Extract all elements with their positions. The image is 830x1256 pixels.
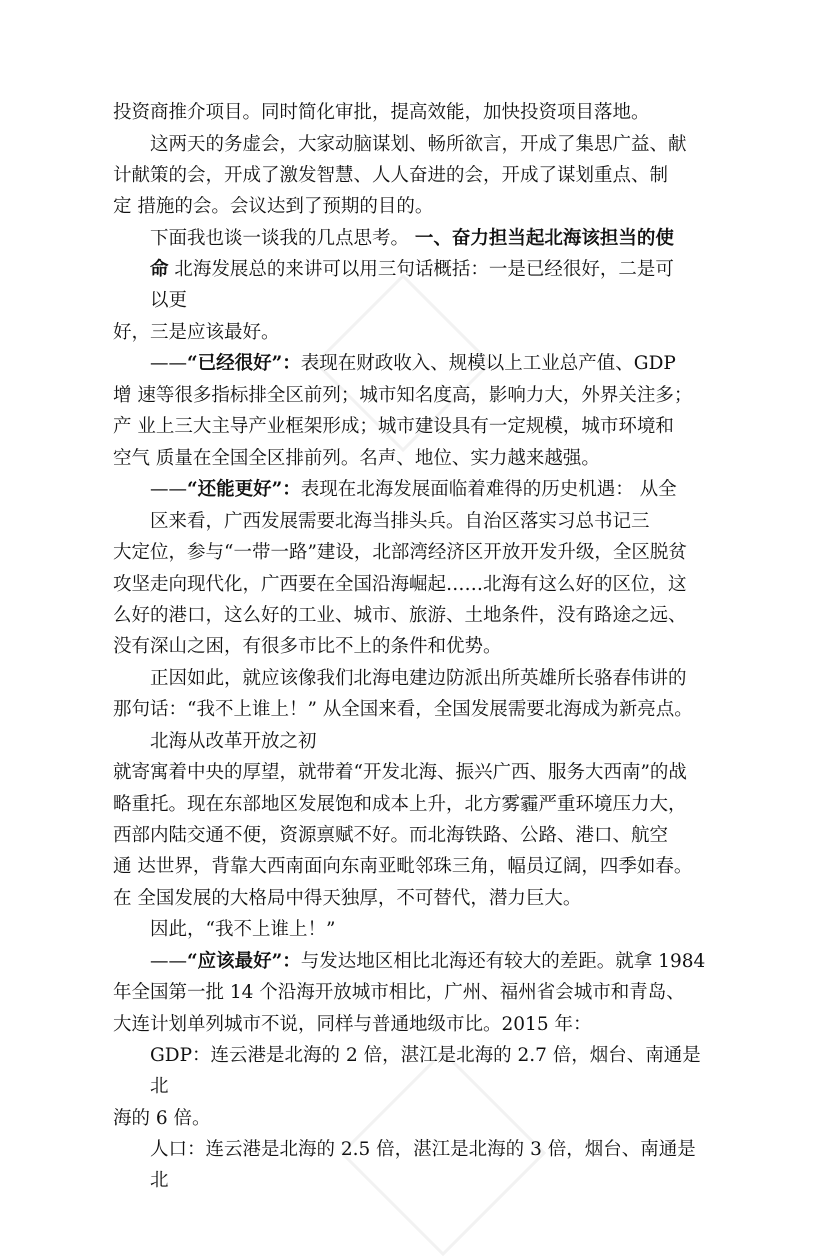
text-line [113,603,687,629]
text-run: 因此，“我不上谁上！” [150,919,336,940]
text-line [150,1137,696,1163]
text-run: 下面我也谈一谈我的几点思考。 [150,228,415,249]
text-run: 在 全国发展的大格局中得天独厚，不可替代，潜力巨大。 [113,888,582,909]
text-line [150,1043,701,1069]
text-run: 大定位，参与“一带一路”建设，北部湾经济区开放开发升级，全区脱贫 [113,542,687,563]
bold-text-run: “已经很好”： [187,353,301,374]
text-run: 表现在财政收入、规模以上工业总产值、GDP [300,353,676,374]
text-line [113,1106,211,1132]
text-run: 大连计划单列城市不说，同样与普通地级市比。2015 年： [113,1014,592,1035]
text-run: 正因如此，就应该像我们北海电建边防派出所英雄所长骆春伟讲的 [150,668,687,689]
text-run: 那句话：“我不上谁上！” 从全国来看，全国发展需要北海成为新亮点。 [113,699,693,720]
text-run: 区来看，广西发展需要北海当排头兵。自治区落实习总书记三 [150,511,650,532]
text-run: 表现在北海发展面临着难得的历史机遇： 从全 [300,479,677,500]
text-run: GDP：连云港是北海的 2 倍，湛江是北海的 2.7 倍，烟台、南通是 [150,1045,701,1066]
text-line [150,666,687,692]
text-run: 以更 [150,290,188,311]
text-line [150,226,674,252]
text-run: —— [150,951,187,972]
text-run: 西部内陆交通不便，资源禀赋不好。而北海铁路、公路、港口、航空 [113,825,669,846]
text-run: 就寄寓着中央的厚望，就带着“开发北海、振兴广西、服务大西南”的战 [113,762,687,783]
text-run: 通 达世界，背靠大西南面向东南亚毗邻珠三角，幅员辽阔，四季如春。 [113,856,693,877]
text-line [113,792,687,818]
text-run: 北海从改革开放之初 [150,731,317,752]
text-line [113,100,650,126]
text-run: 攻坚走向现代化，广西要在全国沿海崛起……北海有这么好的区位，这 [113,574,687,595]
text-line [113,697,693,723]
text-run: 计献策的会，开成了激发智慧、人人奋进的会，开成了谋划重点、制 [113,165,669,186]
text-line [150,917,335,943]
text-line [113,854,692,880]
text-run: 定 措施的会。会议达到了预期的目的。 [113,196,434,217]
text-run: 与发达地区相比北海还有较大的差距。就拿 1984 [300,951,706,972]
text-line [113,414,674,440]
text-line [150,729,317,755]
bold-text-run: 命 [150,259,169,280]
text-line [150,132,687,158]
text-run: 略重托。现在东部地区发展饱和成本上升，北方雾霾严重环境压力大， [113,794,687,815]
text-run: 北 [150,1076,169,1097]
text-line [150,477,677,503]
text-line [113,572,687,598]
text-run: 没有深山之困，有很多市比不上的条件和优势。 [113,636,502,657]
bold-text-run: 一、奋力担当起北海该担当的使 [414,228,674,249]
text-run: 这两天的务虚会，大家动脑谋划、畅所欲言，开成了集思广益、献 [150,134,687,155]
text-line [150,288,187,314]
text-line [113,634,502,660]
text-run: 产 业上三大主导产业框架形成；城市建设具有一定规模，城市环境和 [113,416,674,437]
text-run: —— [150,353,187,374]
text-run: 北 [150,1170,169,1191]
text-line [150,257,674,283]
text-run: —— [150,479,187,500]
text-run: 年全国第一批 14 个沿海开放城市相比，广州、福州省会城市和青岛、 [113,982,685,1003]
text-run: 空气 质量在全国全区排前列。名声、地位、实力越来越强。 [113,448,600,469]
text-line [113,823,668,849]
bold-text-run: “应该最好”： [187,951,301,972]
text-line [113,383,692,409]
text-line [113,163,668,189]
text-line [113,980,685,1006]
text-line [150,949,705,975]
text-line [113,540,687,566]
text-line [150,509,650,535]
text-line [113,886,581,912]
text-line [150,1168,169,1194]
text-run: 增 速等很多指标排全区前列；城市知名度高，影响力大，外界关注多； [113,385,693,406]
text-run: 海的 6 倍。 [113,1108,211,1129]
text-line [150,351,676,377]
text-run: 投资商推介项目。同时简化审批，提高效能，加快投资项目落地。 [113,102,650,123]
text-run: 北海发展总的来讲可以用三句话概括：一是已经很好，二是可 [168,259,674,280]
text-line [113,194,433,220]
text-line [113,760,687,786]
text-run: 好，三是应该最好。 [113,322,280,343]
text-run: 人口：连云港是北海的 2.5 倍，湛江是北海的 3 倍，烟台、南通是 [150,1139,696,1160]
bold-text-run: “还能更好”： [187,479,301,500]
text-line [113,446,600,472]
text-line [113,1012,591,1038]
text-line [150,1074,169,1100]
text-line [113,320,280,346]
text-run: 么好的港口，这么好的工业、城市、旅游、土地条件，没有路途之远、 [113,605,687,626]
